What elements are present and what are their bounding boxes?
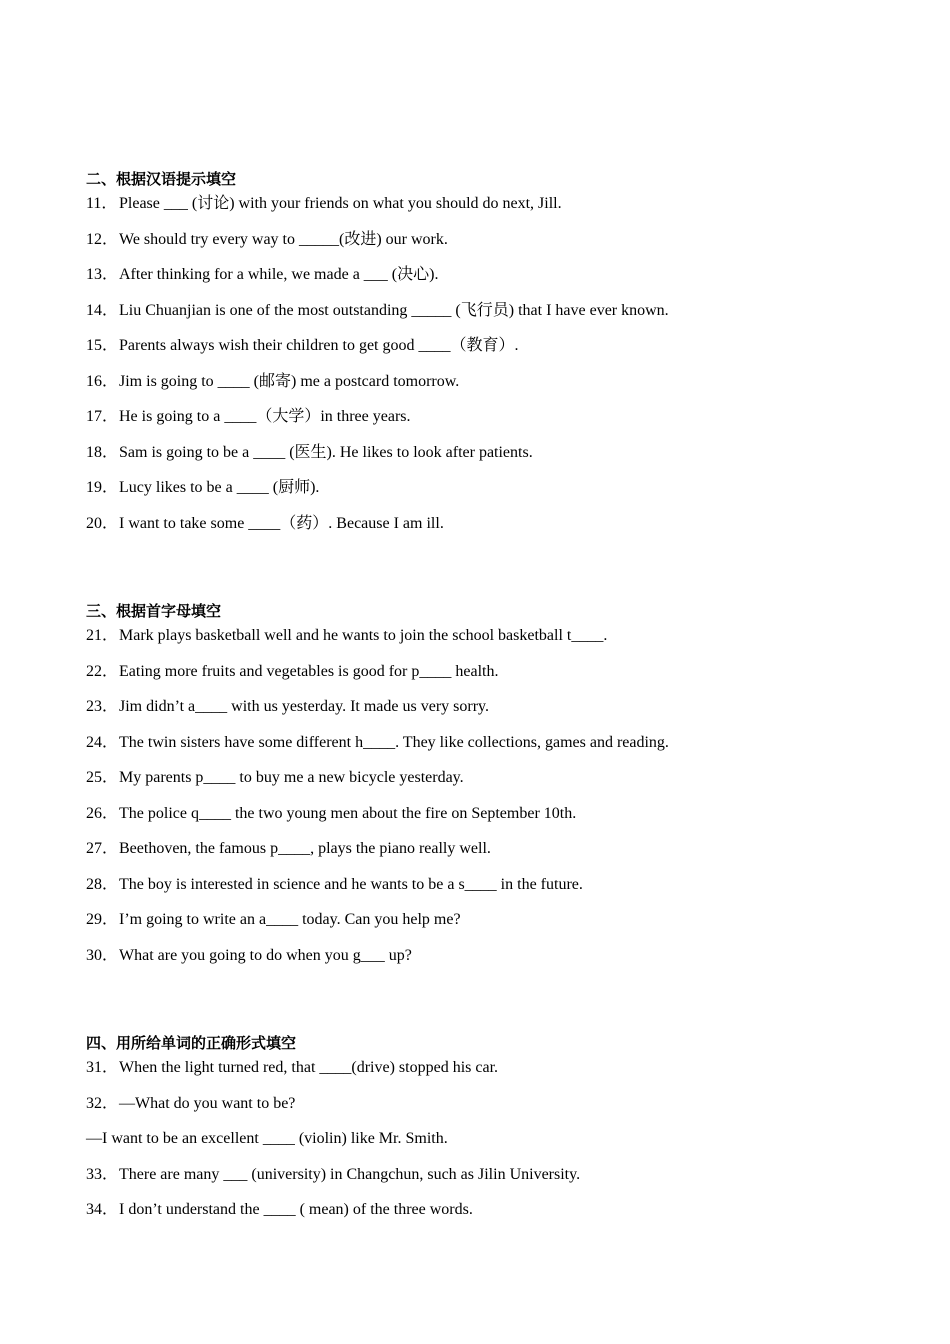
question-number: 31． — [86, 1059, 119, 1076]
question-item — [86, 1094, 886, 1114]
question-number: 14． — [86, 301, 119, 319]
question-item — [86, 478, 886, 498]
question-number: 19． — [86, 479, 119, 496]
question-item — [86, 839, 886, 859]
question-text: Parents always wish their children to get good ____（教育）. — [119, 337, 519, 354]
question-number: 25． — [86, 769, 119, 786]
section-title: 四、用所给单词的正确形式填空 — [86, 1034, 297, 1052]
question-item — [86, 626, 886, 646]
section-title: 二、根据汉语提示填空 — [86, 170, 237, 188]
question-number: 12． — [86, 230, 119, 248]
question-item — [86, 265, 886, 285]
question-text: After thinking for a while, we made a ___ (决心). — [119, 266, 439, 283]
question-number: 11． — [86, 195, 118, 212]
question-number: 13． — [86, 266, 119, 283]
question-number: 22． — [86, 662, 119, 680]
question-number: 21． — [86, 627, 119, 644]
question-text: The police q____ the two young men about the fire on September 10th. — [119, 804, 577, 822]
question-text: What are you going to do when you g___ up? — [119, 946, 412, 964]
question-text: I don’t understand the ____ ( mean) of the three words. — [119, 1201, 473, 1218]
question-number: 26． — [86, 804, 119, 822]
section-chinese-hints — [86, 170, 886, 534]
question-text: Lucy likes to be a ____ (厨师). — [119, 479, 320, 496]
question-text: —What do you want to be? — [119, 1094, 296, 1112]
question-number: 33． — [86, 1165, 119, 1183]
question-number: 28． — [86, 875, 119, 893]
question-item — [86, 697, 886, 717]
question-number: 23． — [86, 698, 119, 715]
question-text: When the light turned red, that ____(drive) stopped his car. — [119, 1059, 499, 1076]
question-number: 27． — [86, 840, 119, 857]
question-item — [86, 301, 886, 321]
question-text: Jim didn’t a____ with us yesterday. It made us very sorry. — [119, 698, 490, 715]
question-text: Jim is going to ____ (邮寄) me a postcard tomorrow. — [119, 372, 460, 390]
question-item — [86, 372, 886, 392]
question-text: Sam is going to be a ____ (医生). He likes to look after patients. — [119, 443, 533, 461]
question-number: 32． — [86, 1094, 119, 1112]
question-number: 30． — [86, 946, 119, 964]
question-item — [86, 1165, 886, 1185]
question-number: 24． — [86, 733, 119, 751]
question-text: Please ___ (讨论) with your friends on what you should do next, Jill. — [119, 195, 562, 212]
question-text: There are many ___ (university) in Changchun, such as Jilin University. — [119, 1165, 581, 1183]
question-text: Eating more fruits and vegetables is good for p____ health. — [119, 662, 499, 680]
question-item — [86, 946, 886, 966]
section-word-forms — [86, 1034, 886, 1220]
question-number: 18． — [86, 443, 119, 461]
question-item — [86, 1200, 886, 1220]
question-item — [86, 875, 886, 895]
question-number: 20． — [86, 514, 119, 532]
question-item — [86, 443, 886, 463]
question-text: The boy is interested in science and he wants to be a s____ in the future. — [119, 875, 583, 893]
question-item — [86, 407, 886, 427]
question-text: Beethoven, the famous p____, plays the piano really well. — [119, 840, 491, 857]
question-text: My parents p____ to buy me a new bicycle yesterday. — [119, 769, 464, 786]
question-number: 34． — [86, 1201, 119, 1218]
question-text: I want to take some ____（药）. Because I am ill. — [119, 514, 444, 532]
question-item — [86, 336, 886, 356]
question-text: He is going to a ____（大学）in three years. — [119, 408, 411, 425]
question-item — [86, 804, 886, 824]
section-first-letter — [86, 602, 886, 966]
question-text: Mark plays basketball well and he wants to join the school basketball t____. — [119, 627, 608, 644]
question-item — [86, 1058, 886, 1078]
question-item — [86, 230, 886, 250]
question-item — [86, 194, 886, 214]
question-text: Liu Chuanjian is one of the most outstanding _____ (飞行员) that I have ever known. — [119, 301, 669, 319]
question-number: 29． — [86, 911, 119, 928]
question-continuation: —I want to be an excellent ____ (violin) like Mr. Smith. — [86, 1130, 448, 1147]
question-text: We should try every way to _____(改进) our work. — [119, 230, 448, 248]
question-text: I’m going to write an a____ today. Can you help me? — [119, 911, 461, 928]
question-item — [86, 733, 886, 753]
question-item — [86, 514, 886, 534]
question-item — [86, 662, 886, 682]
question-number: 17． — [86, 408, 119, 425]
question-item — [86, 910, 886, 930]
question-number: 16． — [86, 372, 119, 390]
section-title: 三、根据首字母填空 — [86, 602, 222, 620]
question-number: 15． — [86, 337, 119, 354]
question-text: The twin sisters have some different h____. They like collections, games and reading. — [119, 733, 669, 751]
question-item — [86, 768, 886, 788]
